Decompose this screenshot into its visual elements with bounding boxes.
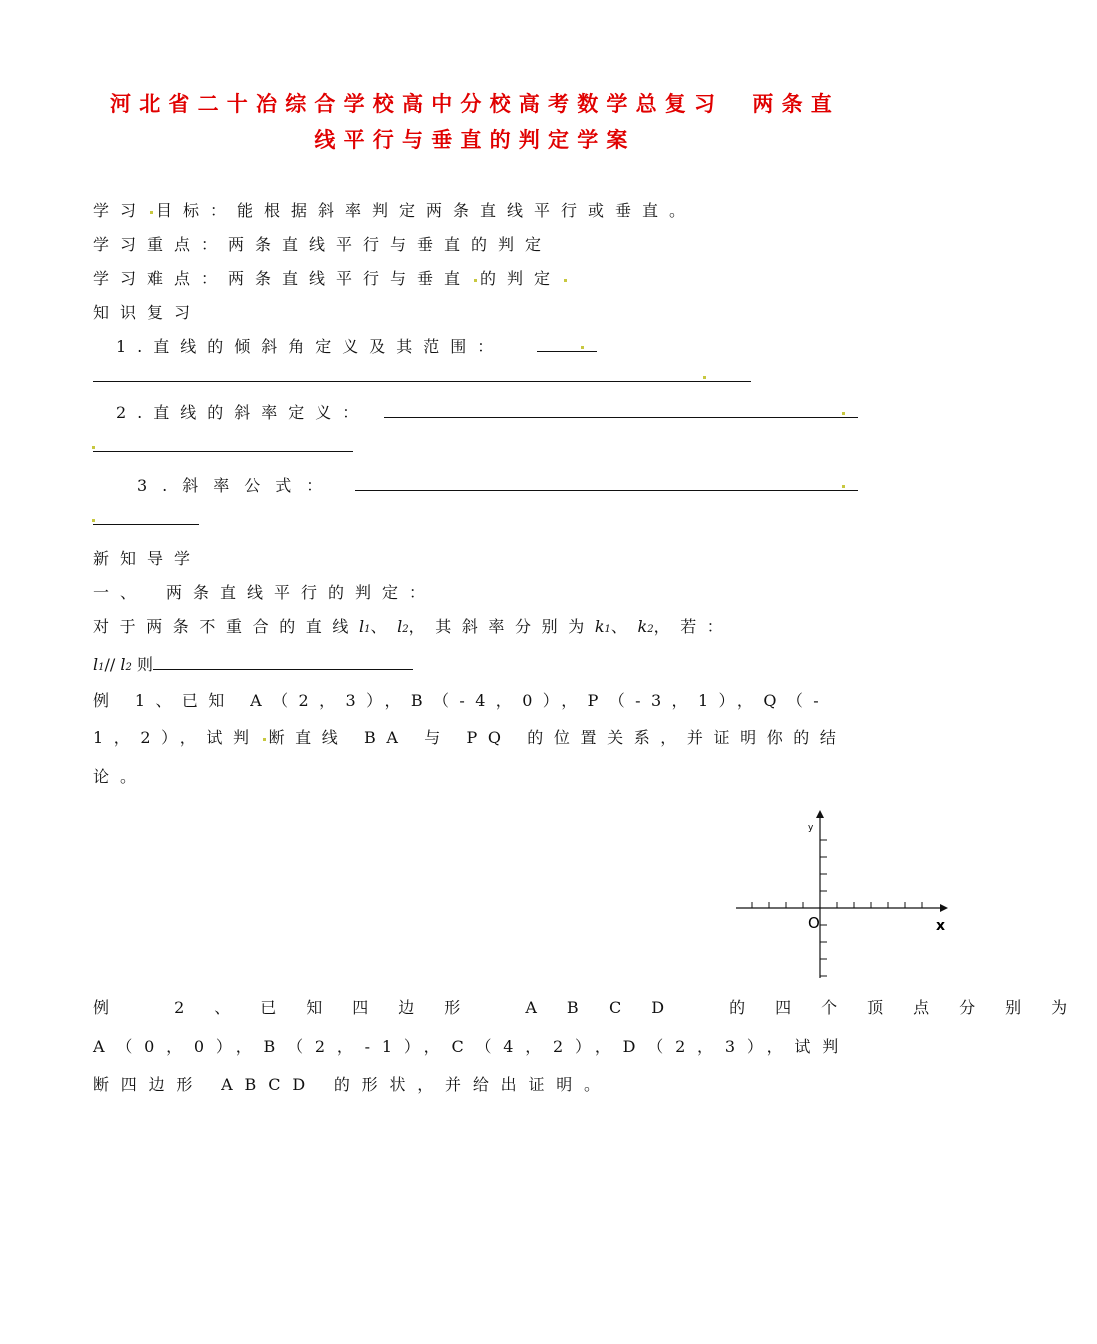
- slope-k2: k2: [637, 617, 654, 636]
- page-title-line2: 线平行与垂直的判定学案: [314, 128, 636, 152]
- example2-line1: 例 2、已知四边形 ABCD 的四个顶点分别为: [93, 998, 1097, 1017]
- answer-blank-2b[interactable]: [93, 451, 353, 452]
- answer-blank-3b[interactable]: [93, 524, 199, 525]
- answer-blank-parallel[interactable]: [153, 669, 413, 670]
- difficulty: [93, 266, 570, 289]
- answer-blank-2a[interactable]: [384, 417, 858, 418]
- key-point: 学习重点：两条直线平行与垂直的判定: [93, 235, 553, 254]
- parallel-condition: [93, 652, 153, 675]
- marker-dot: [150, 211, 153, 214]
- page-title-line1: 河北省二十冶综合学校高中分校高考数学总复习 两条直: [110, 92, 840, 116]
- marker-dot: [703, 376, 706, 379]
- review-heading: 知识复习: [93, 303, 202, 322]
- example1-line1: 例 1、已知 A（2，3），B（-4，0），P（-3，1），Q（-: [93, 691, 830, 710]
- answer-blank-1b[interactable]: [93, 381, 751, 382]
- parallel-symbol: //: [104, 655, 116, 674]
- answer-blank-3a[interactable]: [355, 490, 858, 491]
- slope-k1: k1: [594, 617, 611, 636]
- marker-dot: [842, 485, 845, 488]
- review-question-3: 3.斜率公式：: [137, 476, 338, 495]
- section-parallel-heading: 一、 两条直线平行的判定：: [93, 583, 437, 602]
- marker-dot: [92, 519, 95, 522]
- line-l1: l1: [359, 617, 371, 636]
- then-label: 则: [136, 655, 153, 674]
- example2-line2: A（0，0），B（2，-1），C（4，2），D（2，3），试判: [93, 1037, 851, 1056]
- review-question-1: 1.直线的倾斜角定义及其范围：: [116, 337, 505, 356]
- line-l2: l2: [397, 617, 409, 636]
- marker-dot: [842, 412, 845, 415]
- learning-goal: [93, 198, 696, 221]
- marker-dot: [263, 738, 266, 741]
- marker-dot: [474, 279, 477, 282]
- difficulty-text-b: 的判定: [480, 269, 562, 288]
- y-axis-arrow: [816, 810, 824, 818]
- parallel-statement: [93, 614, 733, 637]
- example1-line2: [93, 725, 847, 748]
- review-question-2: 2.直线的斜率定义：: [116, 403, 370, 422]
- marker-dot: [581, 346, 584, 349]
- separator: 、: [370, 617, 398, 636]
- answer-blank-1a[interactable]: [537, 351, 597, 352]
- learning-goal-label: 学习: [93, 201, 148, 220]
- line-l2: l2: [120, 655, 132, 674]
- example1-line3: 论。: [93, 767, 148, 786]
- example1-line2a: 1，2），试判: [93, 728, 260, 747]
- x-ticks: [752, 902, 922, 908]
- statement-text-b: ，其斜率分别为: [408, 617, 595, 636]
- x-axis-arrow: [940, 904, 948, 912]
- marker-dot: [92, 446, 95, 449]
- example1-line2b: 断直线 BA 与 PQ 的位置关系，并证明你的结: [268, 728, 847, 747]
- x-axis-label: x: [936, 918, 946, 934]
- coordinate-axes: [728, 806, 950, 984]
- origin-label: O: [808, 914, 820, 932]
- new-topic-heading: 新知导学: [93, 549, 202, 568]
- difficulty-text-a: 学习难点：两条直线平行与垂直: [93, 269, 472, 288]
- statement-text-a: 对于两条不重合的直线: [93, 617, 360, 636]
- marker-dot: [564, 279, 567, 282]
- separator: 、: [610, 617, 638, 636]
- learning-goal-text: 目标：能根据斜率判定两条直线平行或垂直。: [156, 201, 697, 220]
- y-axis-label: y: [808, 823, 814, 833]
- line-l1: l1: [93, 655, 105, 674]
- statement-text-c: ，若：: [653, 617, 734, 636]
- example2-line3: 断四边形 ABCD 的形状，并给出证明。: [93, 1075, 612, 1094]
